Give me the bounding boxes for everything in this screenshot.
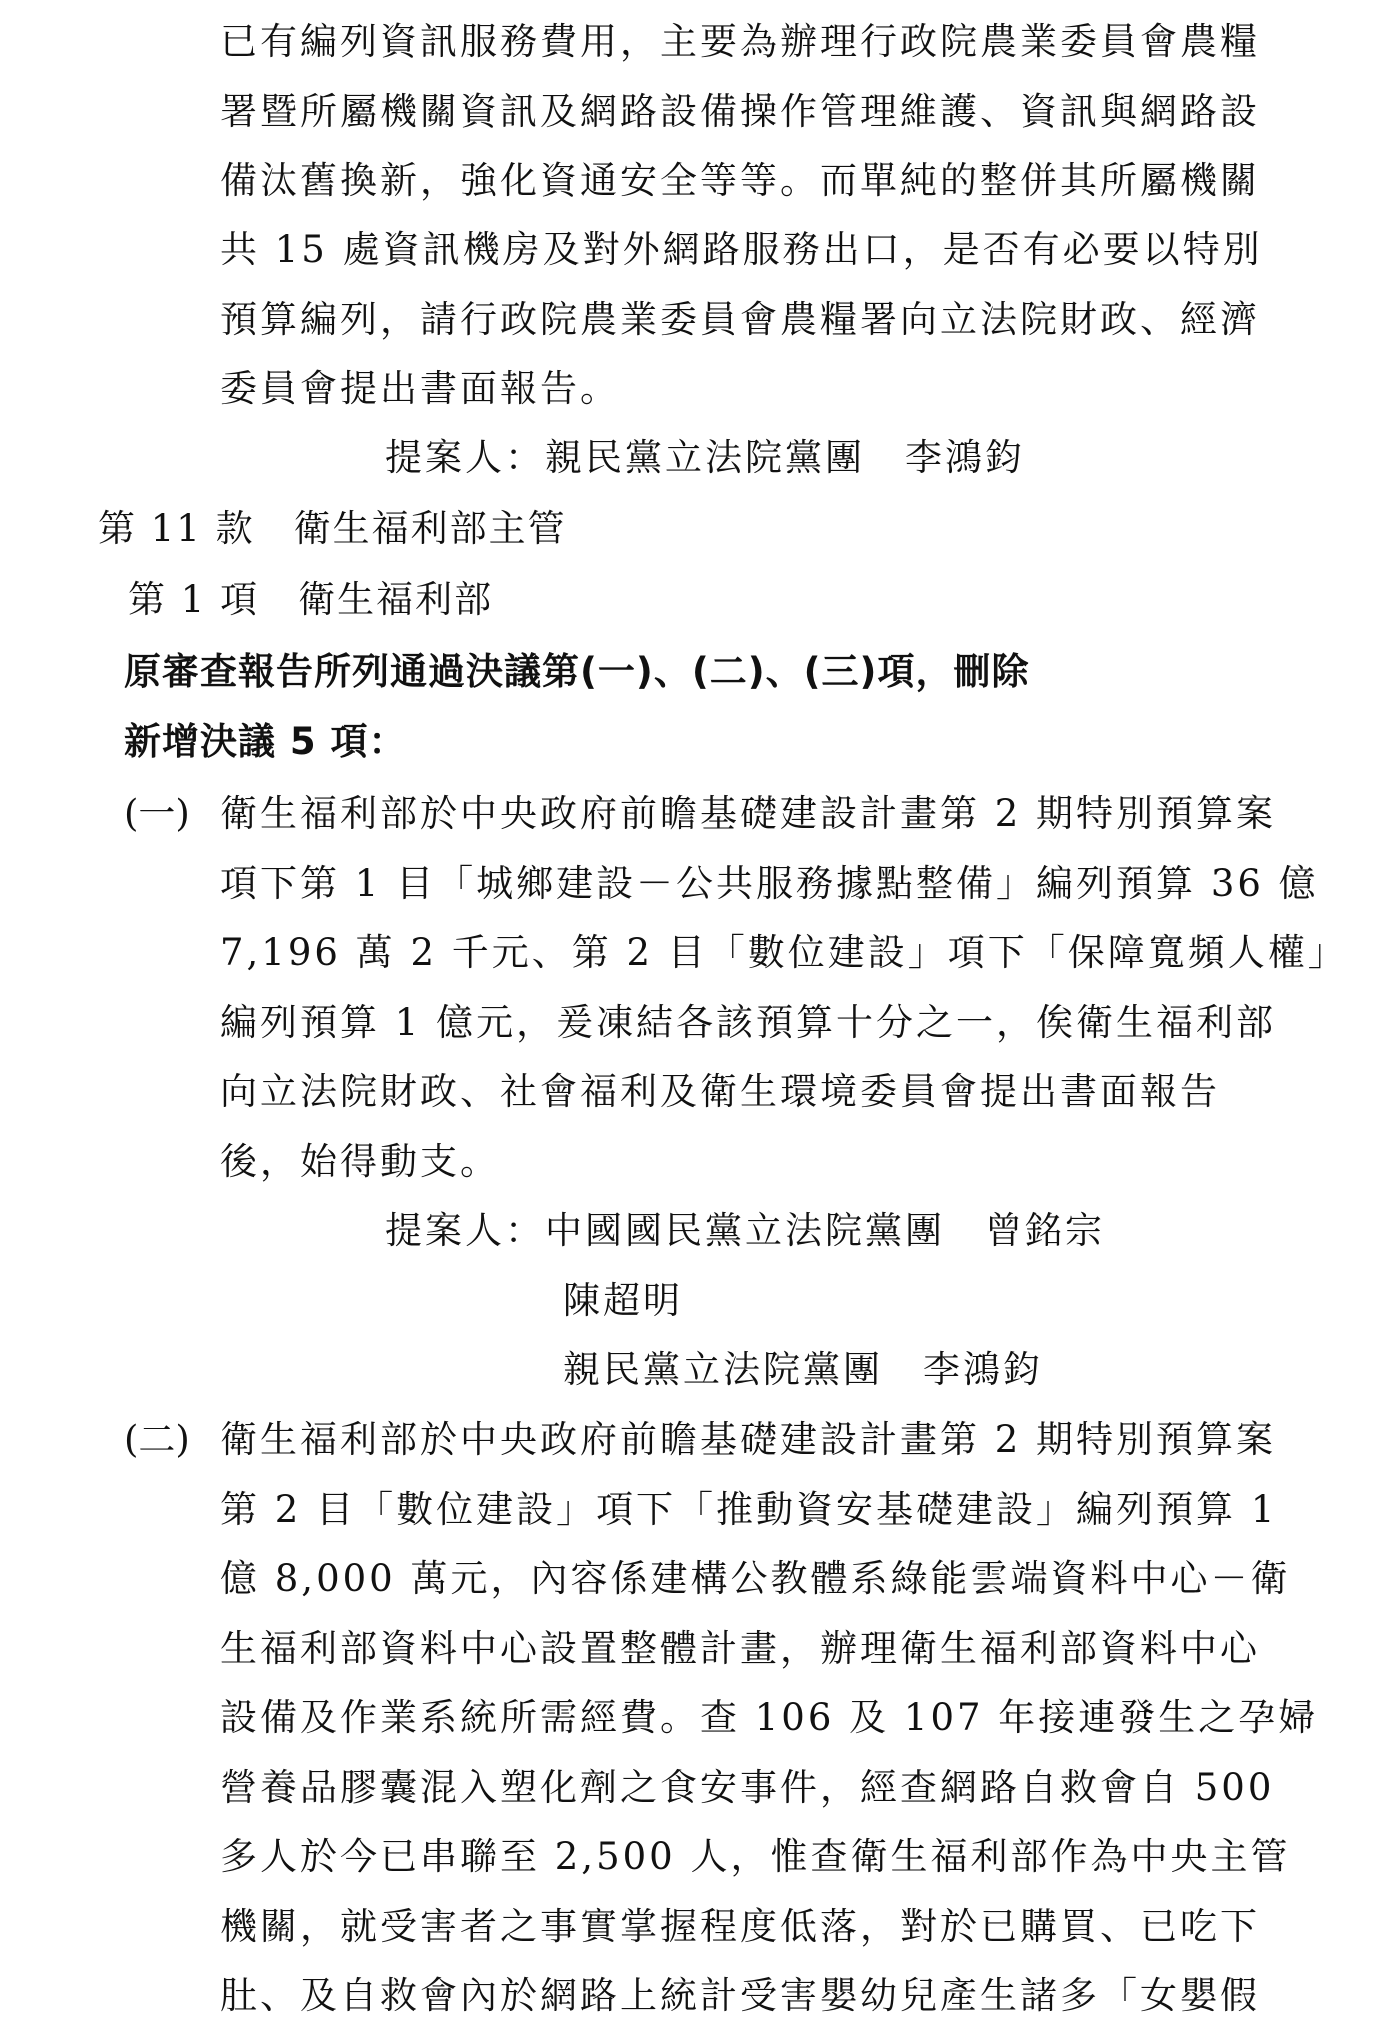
proposer-line: 陳超明 xyxy=(563,1279,683,1322)
text-line: 第 2 目「數位建設」項下「推動資安基礎建設」編列預算 1 xyxy=(220,1488,1278,1531)
text-line: 機關，就受害者之事實掌握程度低落，對於已購買、已吃下 xyxy=(220,1905,1260,1948)
text-line: 項下第 1 目「城鄉建設－公共服務據點整備」編列預算 36 億 xyxy=(220,862,1319,905)
item-title: 第 1 項 衛生福利部 xyxy=(128,578,494,621)
proposer-line: 提案人：中國國民黨立法院黨團 曾銘宗 xyxy=(385,1209,1105,1252)
text-line: 預算編列，請行政院農業委員會農糧署向立法院財政、經濟 xyxy=(220,298,1260,341)
proposer-line: 提案人：親民黨立法院黨團 李鴻鈞 xyxy=(385,436,1025,479)
text-line: 多人於今已串聯至 2,500 人，惟查衛生福利部作為中央主管 xyxy=(220,1835,1291,1878)
resolution-number: (二) xyxy=(124,1418,190,1461)
text-line: 生福利部資料中心設置整體計畫，辦理衛生福利部資料中心 xyxy=(220,1627,1260,1670)
text-line: 設備及作業系統所需經費。查 106 及 107 年接連發生之孕婦 xyxy=(220,1696,1319,1739)
new-resolutions-heading: 新增決議 5 項： xyxy=(124,720,407,763)
text-line: 營養品膠囊混入塑化劑之食安事件，經查網路自救會自 500 xyxy=(220,1766,1275,1809)
deletion-notice: 原審查報告所列通過決議第(一)、(二)、(三)項，刪除 xyxy=(124,650,1030,693)
text-line: 備汰舊換新，強化資通安全等等。而單純的整併其所屬機關 xyxy=(220,159,1260,202)
text-line: 委員會提出書面報告。 xyxy=(220,367,620,410)
text-line: 後，始得動支。 xyxy=(220,1140,500,1183)
text-line: 共 15 處資訊機房及對外網路服務出口，是否有必要以特別 xyxy=(220,228,1263,271)
text-line: 肚、及自救會內於網路上統計受害嬰幼兒產生諸多「女嬰假 xyxy=(220,1974,1260,2017)
text-line: 億 8,000 萬元，內容係建構公教體系綠能雲端資料中心－衛 xyxy=(220,1557,1291,1600)
proposer-line: 親民黨立法院黨團 李鴻鈞 xyxy=(563,1348,1043,1391)
text-line: 7,196 萬 2 千元、第 2 目「數位建設」項下「保障寬頻人權」 xyxy=(220,931,1348,974)
text-line: 衛生福利部於中央政府前瞻基礎建設計畫第 2 期特別預算案 xyxy=(220,1418,1277,1461)
text-line: 編列預算 1 億元，爰凍結各該預算十分之一，俟衛生福利部 xyxy=(220,1001,1277,1044)
section-title: 第 11 款 衛生福利部主管 xyxy=(98,507,567,550)
resolution-number: (一) xyxy=(124,792,190,835)
text-line: 向立法院財政、社會福利及衛生環境委員會提出書面報告 xyxy=(220,1070,1220,1113)
text-line: 署暨所屬機關資訊及網路設備操作管理維護、資訊與網路設 xyxy=(220,90,1260,133)
text-line: 衛生福利部於中央政府前瞻基礎建設計畫第 2 期特別預算案 xyxy=(220,792,1277,835)
text-line: 已有編列資訊服務費用，主要為辦理行政院農業委員會農糧 xyxy=(220,20,1260,63)
